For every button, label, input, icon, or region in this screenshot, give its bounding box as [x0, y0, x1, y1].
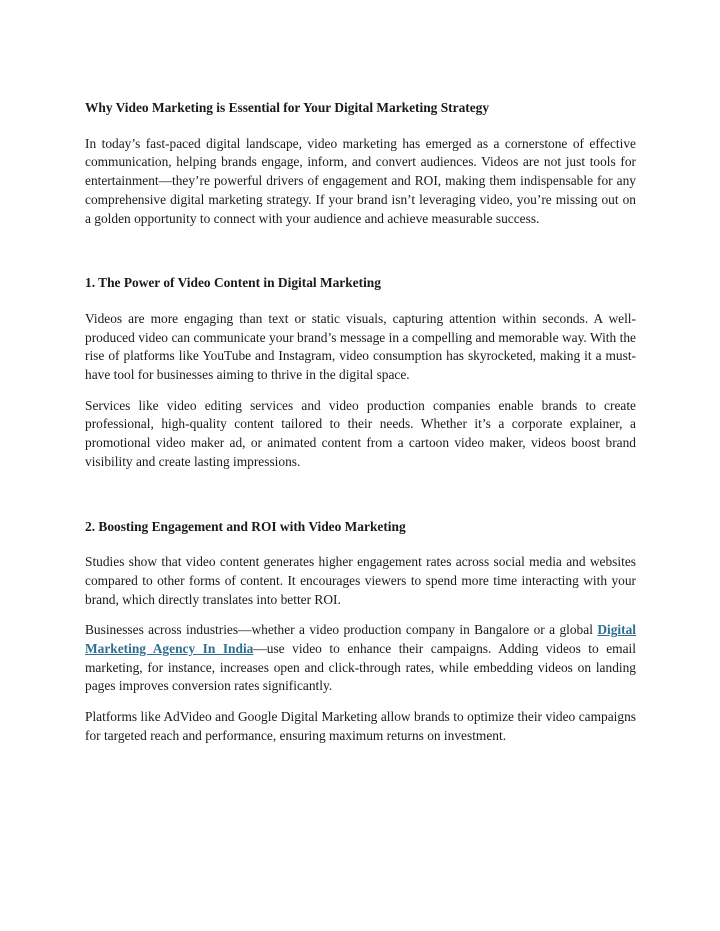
digital-marketing-agency-link[interactable]: Digital Marketing Agency In India: [85, 622, 636, 657]
section-boosting-engagement: [85, 518, 636, 746]
section-paragraph: Platforms like AdVideo and Google Digital Marketing allow brands to optimize their video campaigns for targeted reach and performance, ensuring maximum returns on investment.: [85, 709, 636, 743]
intro-paragraph: In today’s fast-paced digital landscape, video marketing has emerged as a cornerstone of effective communication, helping brands engage, inform, and convert audiences. Videos are not just tools for entertainment—they’re powerful drivers of engagement and ROI, making them indispensable for any comprehensive digital marketing strategy. If your brand isn’t leveraging video, you’re missing out on a golden opportunity to connect with your audience and achieve measurable success.: [85, 135, 636, 226]
section-heading: 2. Boosting Engagement and ROI with Video Marketing: [85, 518, 406, 534]
section-paragraph: Services like video editing services and video production companies enable brands to create professional, high-quality content tailored to their needs. Whether it’s a corporate explainer, a promotional video maker ad, or animated content from a cartoon video maker, videos boost brand visibility and create lasting impressions.: [85, 397, 636, 469]
section-heading: 1. The Power of Video Content in Digital Marketing: [85, 275, 381, 291]
section-power-of-video: [85, 274, 636, 471]
document-page: [85, 99, 636, 746]
paragraph-text-after-link: —use video to enhance their campaigns. Adding videos to email marketing, for instance, increases open and click-through rates, while embedding videos on landing pages improves conversion rates significantly.: [85, 641, 636, 694]
document-title: Why Video Marketing is Essential for Your Digital Marketing Strategy: [85, 100, 490, 115]
section-paragraph: Videos are more engaging than text or static visuals, capturing attention within seconds. A well-produced video can communicate your brand’s message in a compelling and memorable way. With the rise of platforms like YouTube and Instagram, video consumption has skyrocketed, making it a must-have tool for businesses aiming to thrive in the digital space.: [85, 310, 636, 383]
section-paragraph: Studies show that video content generates higher engagement rates across social media and websites compared to other forms of content. It encourages viewers to spend more time interacting with your brand, which directly translates into better ROI.: [85, 554, 636, 607]
section-paragraph-with-link: [85, 621, 636, 696]
paragraph-text-before-link: Businesses across industries—whether a video production company in Bangalore or a global: [85, 622, 598, 638]
